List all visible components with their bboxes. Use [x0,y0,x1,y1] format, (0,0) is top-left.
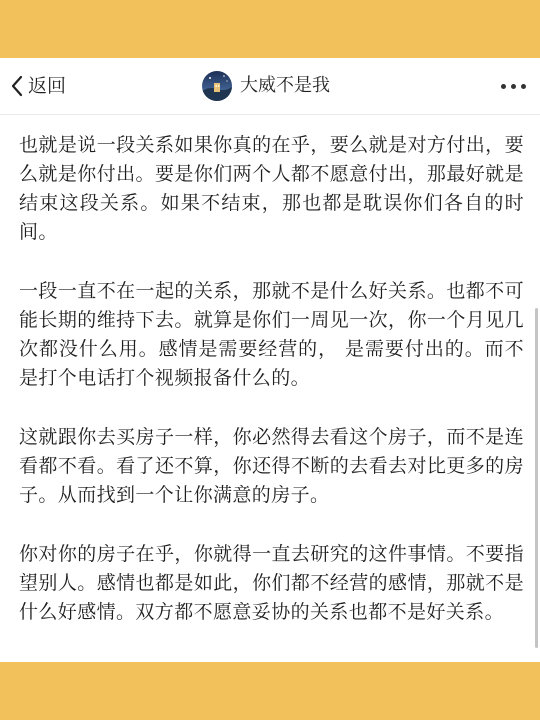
post-body [19,131,524,657]
post-paragraph: 你对你的房子在乎，你就得一直去研究的这件事情。不要指望别人。感情也都是如此，你们都不经营的感情，那就不是什么好感情。双方都不愿意妥协的关系也都不是好关系。 [19,543,524,623]
more-dot [501,84,506,89]
post-card [0,58,540,662]
back-label: 返回 [28,75,67,97]
post-paragraph: 也就是说一段关系如果你真的在乎，要么就是对方付出，要么就是你付出。要是你们两个人都不愿意付出，那最好就是结束这段关系。如果不结束，那也都是耽误你们各自的时间。 [19,134,524,243]
bottom-frame-band [0,662,540,720]
top-frame-band [0,0,540,58]
scrollbar[interactable] [535,308,538,648]
more-dot [511,84,516,89]
author-profile[interactable] [202,70,330,102]
author-name[interactable]: 大威不是我 [240,75,330,96]
chevron-left-icon [10,74,24,98]
back-button[interactable] [10,72,66,100]
more-options-button[interactable] [501,78,526,94]
post-paragraph: 一段一直不在一起的关系，那就不是什么好关系。也都不可能长期的维持下去。就算是你们一周见一次，你一个月见几次都没什么用。感情是需要经营的， 是需要付出的。而不是打个电话打个视频报备什么的。 [19,280,524,389]
nav-bar [0,58,540,115]
avatar[interactable] [202,71,232,101]
more-dot [521,84,526,89]
post-paragraph: 这就跟你去买房子一样，你必然得去看这个房子，而不是连看都不看。看了还不算，你还得不断的去看去对比更多的房子。从而找到一个让你满意的房子。 [19,426,524,506]
